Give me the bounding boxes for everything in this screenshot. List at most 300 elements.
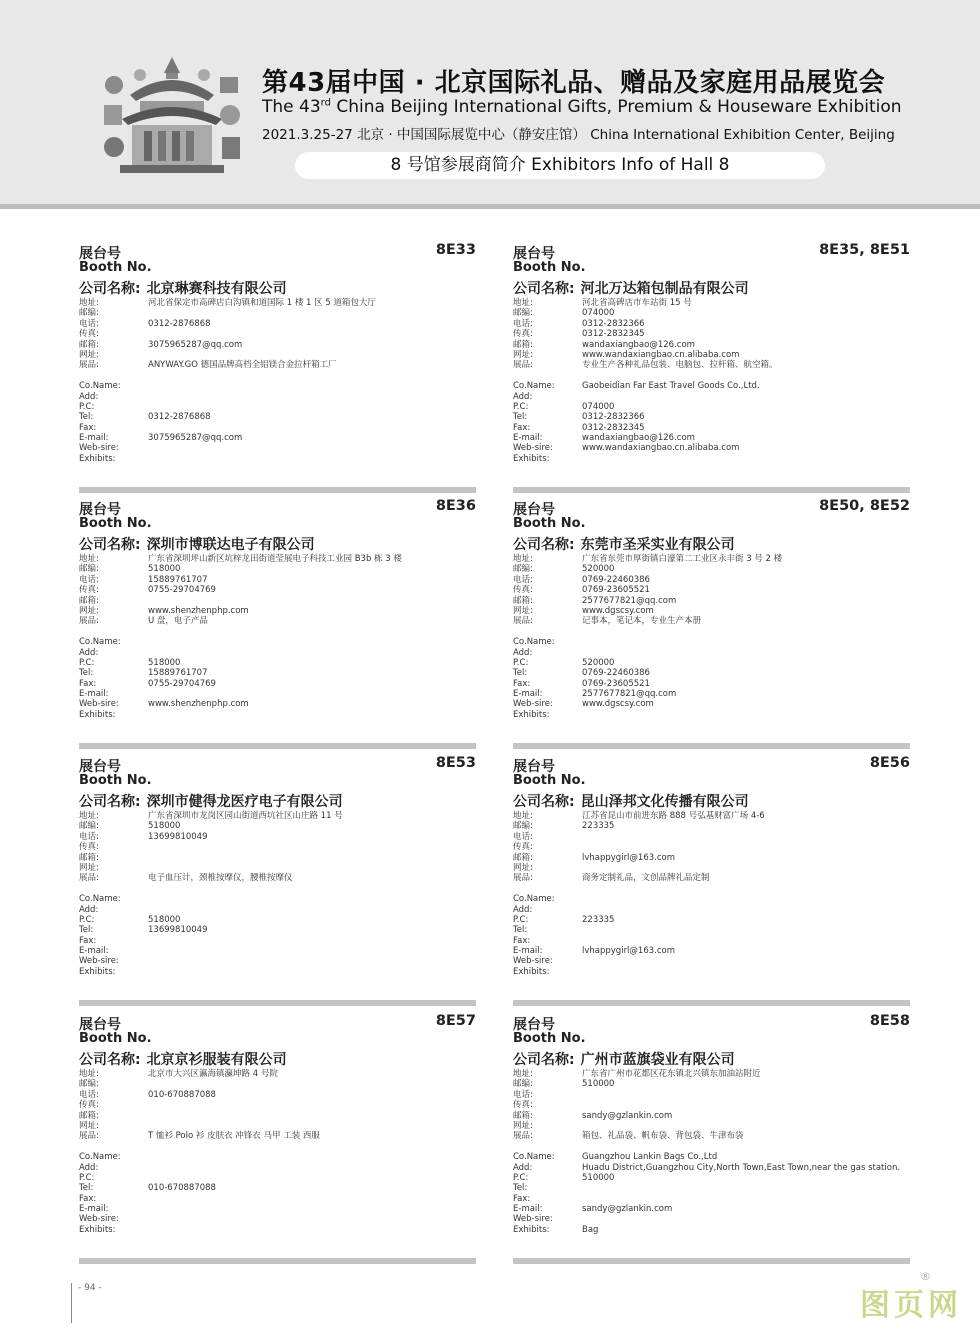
company-name — [513, 534, 735, 554]
field-value: sandy@gzlankin.com — [582, 1110, 673, 1121]
field-label: 传真: — [79, 1100, 99, 1111]
field-label: Web-sire: — [513, 699, 553, 710]
booth-label-en: Booth No. — [513, 260, 586, 275]
contact-row — [513, 1090, 910, 1100]
field-value: 0312-2876868 — [148, 412, 211, 423]
field-label: Co.Name: — [79, 1152, 121, 1163]
booth-label-zh: 展台号 — [513, 246, 555, 262]
field-value: Huadu District,Guangzhou City,North Town,East Town,near the gas station. — [582, 1162, 901, 1173]
field-label: 邮箱: — [79, 595, 99, 606]
field-label: P.C: — [513, 401, 529, 412]
contact-row — [79, 1194, 476, 1204]
contact-details — [513, 554, 910, 720]
company-name-value: 广州市蓝旗袋业有限公司 — [580, 1052, 735, 1068]
contact-row — [513, 1152, 910, 1162]
field-label: Co.Name: — [513, 894, 555, 905]
watermark-logo: 图页网 — [860, 1288, 962, 1323]
field-label: Tel: — [513, 1183, 528, 1194]
contact-row — [79, 842, 476, 852]
contact-row — [513, 915, 910, 925]
field-label: 展品: — [513, 360, 533, 371]
contact-row — [513, 1194, 910, 1204]
field-label: E-mail: — [513, 433, 543, 444]
contact-row — [513, 360, 910, 370]
field-label: Fax: — [513, 678, 531, 689]
contact-row — [79, 1152, 476, 1162]
field-label: Exhibits: — [513, 1224, 550, 1235]
field-label: 网址: — [513, 1120, 533, 1131]
field-value: 223335 — [582, 914, 615, 925]
field-label: Co.Name: — [79, 381, 121, 392]
contact-row — [513, 392, 910, 402]
field-label: Fax: — [79, 935, 97, 946]
contact-row — [79, 381, 476, 391]
field-value: 0755-29704769 — [148, 585, 216, 596]
field-value: 0755-29704769 — [148, 678, 216, 689]
field-label: P.C: — [79, 401, 95, 412]
company-name — [79, 1049, 287, 1069]
field-value: 0312-2832345 — [582, 422, 645, 433]
company-name — [513, 1049, 735, 1069]
exhibition-title-en: The 43rd China Beijing International Gifts, Premium & Houseware Exhibition — [262, 97, 902, 117]
contact-row — [79, 967, 476, 977]
company-name-value: 深圳市博联达电子有限公司 — [146, 537, 315, 553]
booth-label-en: Booth No. — [79, 516, 152, 531]
field-label: Tel: — [79, 925, 94, 936]
booth-number: 8E57 — [435, 1013, 476, 1029]
field-label: 地址: — [79, 811, 99, 821]
contact-row — [513, 946, 910, 956]
field-label: 传真: — [513, 1100, 533, 1111]
contact-row — [513, 308, 910, 318]
booth-label-zh: 展台号 — [79, 246, 121, 262]
company-name-value: 河北万达箱包制品有限公司 — [580, 281, 749, 297]
exhibitor-card — [513, 756, 910, 1006]
contact-row — [79, 956, 476, 966]
field-label: E-mail: — [79, 433, 109, 444]
field-label: Fax: — [79, 1193, 97, 1204]
field-value: lvhappygirl@163.com — [582, 946, 676, 957]
contact-row — [79, 1100, 476, 1110]
contact-row — [513, 616, 910, 626]
field-label: P.C: — [513, 657, 529, 668]
field-value: 520000 — [582, 564, 615, 575]
contact-row — [79, 710, 476, 720]
field-value: 510000 — [582, 1172, 615, 1183]
company-name — [79, 791, 343, 811]
field-label: Web-sire: — [79, 1214, 119, 1225]
field-label: Web-sire: — [79, 699, 119, 710]
field-label: Web-sire: — [79, 956, 119, 967]
contact-row — [79, 832, 476, 842]
field-value: www.wandaxiangbao.cn.alibaba.com — [582, 349, 740, 360]
field-value: 广东省东莞市厚街镇白濠第二工业区永丰街 3 号 2 楼 — [582, 554, 783, 564]
field-label: 电话: — [79, 1089, 99, 1100]
booth-label-en: Booth No. — [513, 1031, 586, 1046]
page-number: - 94 - — [78, 1283, 102, 1293]
field-label: P.C: — [513, 914, 529, 925]
contact-row — [513, 1183, 910, 1193]
field-label: 网址: — [79, 1120, 99, 1131]
field-value: www.dgscsy.com — [582, 605, 654, 616]
contact-row — [79, 821, 476, 831]
company-name-value: 北京琳赛科技有限公司 — [146, 281, 287, 297]
contact-row — [79, 329, 476, 339]
contact-row — [513, 1121, 910, 1131]
footer-divider — [71, 1283, 72, 1323]
field-value: 广东省广州市花都区花东镇北兴镇东加油站附近 — [582, 1069, 761, 1079]
contact-row — [79, 1173, 476, 1183]
field-label: 网址: — [513, 862, 533, 873]
field-label: 展品: — [79, 873, 99, 884]
contact-row — [79, 412, 476, 422]
contact-details — [79, 554, 476, 720]
field-label: 邮编: — [513, 564, 533, 575]
field-label: 地址: — [513, 298, 533, 308]
field-value: 0312-2876868 — [148, 318, 211, 329]
field-label: Tel: — [79, 412, 94, 423]
card-divider — [513, 1000, 910, 1006]
card-divider — [79, 487, 476, 493]
field-value: 2577677821@qq.com — [582, 689, 677, 700]
contact-row — [513, 454, 910, 464]
contact-row — [79, 443, 476, 453]
contact-row — [513, 894, 910, 904]
contact-row — [513, 1079, 910, 1089]
contact-row — [513, 637, 910, 647]
field-value: 0769-22460386 — [582, 668, 650, 679]
card-divider — [513, 743, 910, 749]
field-label: 展品: — [513, 873, 533, 884]
contact-row — [513, 936, 910, 946]
field-value: 0769-23605521 — [582, 585, 650, 596]
company-name-value: 北京京衫服装有限公司 — [146, 1052, 287, 1068]
company-name — [513, 278, 749, 298]
field-label: 邮箱: — [513, 1110, 533, 1121]
field-label: 邮箱: — [513, 852, 533, 863]
field-label: Web-sire: — [513, 443, 553, 454]
contact-row — [79, 423, 476, 433]
field-label: Co.Name: — [513, 381, 555, 392]
contact-row — [513, 884, 910, 894]
field-value: 518000 — [148, 914, 181, 925]
contact-row — [79, 1142, 476, 1152]
booth-number: 8E35, 8E51 — [819, 242, 910, 258]
contact-row — [513, 925, 910, 935]
field-value: 箱包、礼品袋、帆布袋、背包袋、牛津布袋 — [582, 1131, 744, 1142]
field-label: Add: — [79, 904, 99, 915]
contact-row — [513, 811, 910, 821]
contact-row — [513, 412, 910, 422]
contact-row — [79, 340, 476, 350]
field-label: 展品: — [79, 616, 99, 627]
booth-label-en: Booth No. — [513, 773, 586, 788]
contact-row — [513, 1142, 910, 1152]
field-label: 地址: — [513, 1069, 533, 1079]
field-label: 电话: — [513, 318, 533, 329]
field-label: 传真: — [513, 585, 533, 596]
contact-row — [513, 423, 910, 433]
field-label: Co.Name: — [79, 894, 121, 905]
booth-label-zh: 展台号 — [513, 1017, 555, 1033]
contact-row — [513, 1100, 910, 1110]
field-label: 邮箱: — [79, 339, 99, 350]
page-header — [0, 0, 980, 205]
contact-row — [513, 1173, 910, 1183]
contact-details — [513, 811, 910, 977]
contact-row — [513, 585, 910, 595]
field-label: 展品: — [513, 616, 533, 627]
field-value: T 恤衫 Polo 衫 皮肤衣 冲锋衣 马甲 工装 西服 — [148, 1131, 320, 1142]
contact-row — [513, 627, 910, 637]
hall-banner: 8 号馆参展商简介 Exhibitors Info of Hall 8 — [295, 152, 825, 179]
contact-row — [79, 308, 476, 318]
company-label: 公司名称: — [513, 794, 575, 810]
contact-row — [513, 648, 910, 658]
field-value: www.shenzhenphp.com — [148, 699, 249, 710]
contact-details — [79, 1069, 476, 1235]
field-label: 邮箱: — [513, 595, 533, 606]
field-value: wandaxiangbao@126.com — [582, 433, 695, 444]
field-value: 商务定制礼品，文创品牌礼品定制 — [582, 873, 710, 884]
contact-row — [513, 821, 910, 831]
field-label: 地址: — [79, 298, 99, 308]
contact-row — [513, 1131, 910, 1141]
contact-row — [513, 329, 910, 339]
field-value: www.dgscsy.com — [582, 699, 654, 710]
field-value: lvhappygirl@163.com — [582, 852, 676, 863]
contact-row — [513, 402, 910, 412]
booth-label-en: Booth No. — [513, 516, 586, 531]
field-label: Add: — [513, 904, 533, 915]
field-value: 510000 — [582, 1079, 615, 1090]
field-label: Web-sire: — [79, 443, 119, 454]
header-divider — [0, 204, 980, 209]
booth-label-zh: 展台号 — [79, 1017, 121, 1033]
field-label: Web-sire: — [513, 1214, 553, 1225]
contact-row — [79, 402, 476, 412]
field-label: Tel: — [79, 1183, 94, 1194]
contact-row — [79, 371, 476, 381]
contact-row — [513, 873, 910, 883]
field-label: 地址: — [79, 1069, 99, 1079]
field-label: 网址: — [79, 862, 99, 873]
booth-number: 8E50, 8E52 — [819, 498, 910, 514]
contact-row — [513, 1111, 910, 1121]
contact-row — [513, 554, 910, 564]
field-value: www.shenzhenphp.com — [148, 605, 249, 616]
contact-row — [79, 298, 476, 308]
contact-row — [79, 1111, 476, 1121]
exhibitor-card — [79, 756, 476, 1006]
watermark-registered-mark: ® — [920, 1270, 931, 1283]
field-value: 河北省高碑店市车站街 15 号 — [582, 298, 692, 308]
field-value: 074000 — [582, 308, 615, 319]
company-name — [79, 534, 315, 554]
field-value: 520000 — [582, 657, 615, 668]
contact-row — [79, 689, 476, 699]
field-label: Tel: — [79, 668, 94, 679]
contact-row — [513, 853, 910, 863]
contact-row — [513, 658, 910, 668]
field-value: 河北省保定市高碑店白沟镇和道国际 1 楼 1 区 5 道箱包大厅 — [148, 298, 376, 308]
field-label: Fax: — [513, 935, 531, 946]
booth-number: 8E58 — [869, 1013, 910, 1029]
field-label: E-mail: — [513, 946, 543, 957]
field-label: 邮箱: — [79, 1110, 99, 1121]
field-label: 网址: — [513, 349, 533, 360]
field-value: ANYWAY.GO 德国品牌高档全铝镁合金拉杆箱工厂 — [148, 360, 337, 371]
booth-label-zh: 展台号 — [513, 759, 555, 775]
contact-row — [513, 575, 910, 585]
field-label: Exhibits: — [79, 1224, 116, 1235]
card-divider — [513, 487, 910, 493]
field-value: 0769-22460386 — [582, 574, 650, 585]
field-value: 010-670887088 — [148, 1183, 216, 1194]
contact-row — [513, 905, 910, 915]
field-label: Tel: — [513, 925, 528, 936]
contact-row — [79, 564, 476, 574]
company-label: 公司名称: — [79, 1052, 141, 1068]
field-value: 广东省深圳坪山新区坑梓龙田街道莹展电子科技工业园 B3b 栋 3 楼 — [148, 554, 402, 564]
field-label: 邮箱: — [79, 852, 99, 863]
exhibition-title-zh: 第43届中国 · 北京国际礼品、赠品及家庭用品展览会 — [262, 68, 886, 98]
company-label: 公司名称: — [79, 794, 141, 810]
field-value: 江苏省昆山市前进东路 888 号弘基财富广场 4-6 — [582, 811, 765, 821]
contact-row — [513, 596, 910, 606]
field-label: 邮编: — [79, 564, 99, 575]
booth-label-zh: 展台号 — [79, 502, 121, 518]
contact-row — [513, 606, 910, 616]
contact-row — [79, 350, 476, 360]
field-label: E-mail: — [79, 689, 109, 700]
booth-number: 8E53 — [435, 755, 476, 771]
field-label: E-mail: — [79, 1204, 109, 1215]
contact-row — [79, 811, 476, 821]
company-label: 公司名称: — [79, 281, 141, 297]
contact-row — [79, 925, 476, 935]
contact-row — [513, 710, 910, 720]
field-value: 13699810049 — [148, 925, 208, 936]
exhibitor-card — [79, 499, 476, 749]
contact-details — [513, 298, 910, 464]
field-label: Exhibits: — [79, 966, 116, 977]
contact-row — [79, 648, 476, 658]
field-label: Fax: — [513, 1193, 531, 1204]
field-label: Exhibits: — [513, 966, 550, 977]
contact-row — [79, 575, 476, 585]
contact-details — [79, 298, 476, 464]
contact-row — [79, 1090, 476, 1100]
contact-row — [79, 658, 476, 668]
contact-row — [513, 967, 910, 977]
company-name — [513, 791, 749, 811]
field-label: E-mail: — [513, 689, 543, 700]
contact-row — [513, 699, 910, 709]
field-value: 0769-23605521 — [582, 678, 650, 689]
field-label: 电话: — [513, 1089, 533, 1100]
field-label: 电话: — [79, 318, 99, 329]
field-label: Add: — [79, 1162, 99, 1173]
contact-row — [79, 1214, 476, 1224]
contact-row — [79, 946, 476, 956]
contact-row — [79, 637, 476, 647]
field-label: Exhibits: — [513, 453, 550, 464]
contact-row — [513, 1225, 910, 1235]
card-divider — [79, 1258, 476, 1264]
field-label: E-mail: — [79, 946, 109, 957]
contact-row — [79, 936, 476, 946]
field-value: 518000 — [148, 657, 181, 668]
contact-row — [513, 832, 910, 842]
contact-row — [513, 842, 910, 852]
field-label: 网址: — [513, 605, 533, 616]
field-value: Gaobeidian Far East Travel Goods Co.,Ltd. — [582, 381, 760, 392]
contact-row — [79, 1183, 476, 1193]
field-value: 3075965287@qq.com — [148, 433, 243, 444]
field-label: 地址: — [513, 811, 533, 821]
field-label: Fax: — [79, 422, 97, 433]
field-label: Tel: — [513, 668, 528, 679]
field-label: Fax: — [513, 422, 531, 433]
contact-details — [513, 1069, 910, 1235]
field-label: 网址: — [79, 349, 99, 360]
contact-row — [513, 668, 910, 678]
card-divider — [513, 1258, 910, 1264]
contact-row — [513, 1069, 910, 1079]
booth-label-en: Booth No. — [79, 260, 152, 275]
contact-row — [513, 298, 910, 308]
contact-row — [79, 863, 476, 873]
contact-row — [79, 1163, 476, 1173]
contact-row — [513, 689, 910, 699]
field-label: 邮编: — [513, 308, 533, 319]
field-label: Tel: — [513, 412, 528, 423]
field-label: 展品: — [513, 1131, 533, 1142]
company-name-value: 深圳市健得龙医疗电子有限公司 — [146, 794, 343, 810]
expo-logo-icon — [100, 55, 245, 177]
field-label: 邮箱: — [513, 339, 533, 350]
contact-row — [79, 360, 476, 370]
field-value: 广东省深圳市龙岗区园山街道西坑社区山庄路 11 号 — [148, 811, 343, 821]
company-label: 公司名称: — [513, 281, 575, 297]
contact-row — [79, 894, 476, 904]
field-label: 邮编: — [79, 1079, 99, 1090]
contact-row — [513, 340, 910, 350]
field-value: 0312-2832366 — [582, 412, 645, 423]
field-value: Bag — [582, 1224, 599, 1235]
field-label: 展品: — [79, 360, 99, 371]
field-label: Add: — [513, 647, 533, 658]
field-label: 地址: — [79, 554, 99, 564]
field-value: 074000 — [582, 401, 615, 412]
field-label: P.C: — [79, 914, 95, 925]
contact-row — [513, 863, 910, 873]
contact-row — [79, 596, 476, 606]
company-name — [79, 278, 287, 298]
field-value: 记事本，笔记本，专业生产本册 — [582, 616, 702, 627]
company-label: 公司名称: — [79, 537, 141, 553]
field-label: 邮编: — [513, 821, 533, 832]
field-label: 邮编: — [79, 821, 99, 832]
field-label: 传真: — [513, 842, 533, 853]
contact-row — [79, 554, 476, 564]
field-label: 网址: — [79, 605, 99, 616]
contact-row — [513, 679, 910, 689]
contact-row — [513, 1163, 910, 1173]
field-value: U 盘，电子产品 — [148, 616, 208, 627]
exhibitor-card — [513, 243, 910, 493]
